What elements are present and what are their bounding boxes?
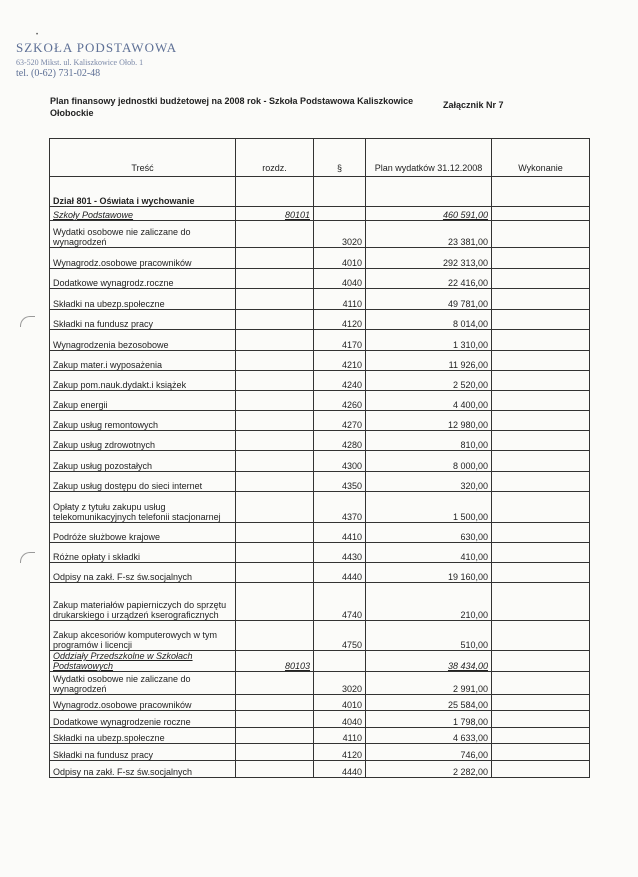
cell-plan: 510,00	[366, 621, 492, 651]
cell-plan: 320,00	[366, 472, 492, 492]
cell-rozdz	[236, 621, 314, 651]
cell-paragraph: 4240	[314, 371, 366, 391]
cell-tresc: Zakup usług dostępu do sieci internet	[50, 472, 236, 492]
cell-plan: 25 584,00	[366, 695, 492, 711]
cell-rozdz	[236, 248, 314, 269]
cell-paragraph: 4120	[314, 310, 366, 330]
cell-tresc: Oddziały Przedszkolne w Szkołach Podstawowych	[50, 651, 236, 672]
cell-paragraph: 3020	[314, 672, 366, 695]
section-row	[50, 177, 590, 207]
section-title: Dział 801 - Oświata i wychowanie	[50, 177, 236, 207]
cell-plan: 4 400,00	[366, 391, 492, 411]
cell-plan: 1 500,00	[366, 492, 492, 523]
cell-tresc: Zakup usług pozostałych	[50, 451, 236, 472]
cell-paragraph: 4300	[314, 451, 366, 472]
budget-table	[49, 138, 590, 778]
table-row	[50, 492, 590, 523]
cell-rozdz	[236, 563, 314, 583]
header-plan: Plan wydatków 31.12.2008	[366, 139, 492, 177]
cell-tresc: Zakup energii	[50, 391, 236, 411]
table-row	[50, 411, 590, 431]
table-row	[50, 269, 590, 289]
table-row	[50, 371, 590, 391]
cell-tresc: Składki na ubezp.społeczne	[50, 728, 236, 744]
cell-wykonanie	[492, 207, 590, 221]
cell-plan: 8 014,00	[366, 310, 492, 330]
cell-plan: 12 980,00	[366, 411, 492, 431]
cell-tresc: Zakup materiałów papierniczych do sprzętu drukarskiego i urządzeń kserograficznych	[50, 583, 236, 621]
cell-wykonanie	[492, 431, 590, 451]
cell-wykonanie	[492, 621, 590, 651]
cell-plan: 1 310,00	[366, 330, 492, 351]
cell-wykonanie	[492, 472, 590, 492]
cell-rozdz	[236, 310, 314, 330]
cell-plan: 410,00	[366, 543, 492, 563]
cell-tresc: Zakup pom.nauk.dydakt.i książek	[50, 371, 236, 391]
cell-wykonanie	[492, 411, 590, 431]
punch-hole-mark	[20, 316, 35, 327]
table-row	[50, 672, 590, 695]
table-row	[50, 543, 590, 563]
header-wykonanie: Wykonanie	[492, 139, 590, 177]
header-paragraph: §	[314, 139, 366, 177]
cell-rozdz	[236, 728, 314, 744]
cell-plan: 460 591,00	[366, 207, 492, 221]
cell-plan: 8 000,00	[366, 451, 492, 472]
cell-paragraph: 4750	[314, 621, 366, 651]
cell-wykonanie	[492, 583, 590, 621]
table-row	[50, 289, 590, 310]
cell-paragraph: 4410	[314, 523, 366, 543]
cell-plan: 630,00	[366, 523, 492, 543]
cell-wykonanie	[492, 651, 590, 672]
cell-rozdz: 80101	[236, 207, 314, 221]
cell-tresc: Wynagrodzenia bezosobowe	[50, 330, 236, 351]
cell-paragraph: 4440	[314, 761, 366, 778]
cell-wykonanie	[492, 492, 590, 523]
cell-wykonanie	[492, 543, 590, 563]
cell-paragraph: 4210	[314, 351, 366, 371]
cell-paragraph: 4430	[314, 543, 366, 563]
table-row	[50, 523, 590, 543]
cell-plan: 210,00	[366, 583, 492, 621]
cell-tresc: Zakup usług zdrowotnych	[50, 431, 236, 451]
cell-wykonanie	[492, 695, 590, 711]
cell-wykonanie	[492, 371, 590, 391]
cell-plan: 2 282,00	[366, 761, 492, 778]
cell-rozdz	[236, 351, 314, 371]
cell-plan: 49 781,00	[366, 289, 492, 310]
cell-plan: 11 926,00	[366, 351, 492, 371]
cell-wykonanie	[492, 523, 590, 543]
cell-rozdz	[236, 761, 314, 778]
document-title: Plan finansowy jednostki budżetowej na 2008 rok - Szkoła Podstawowa Kaliszkowice Ołobockie	[50, 96, 414, 118]
cell-paragraph: 4280	[314, 431, 366, 451]
table-row	[50, 310, 590, 330]
cell-rozdz	[236, 492, 314, 523]
table-row	[50, 744, 590, 761]
header-rozdz: rozdz.	[236, 139, 314, 177]
cell-rozdz	[236, 289, 314, 310]
table-header-row	[50, 139, 590, 177]
cell-wykonanie	[492, 221, 590, 248]
cell-rozdz	[236, 269, 314, 289]
cell-wykonanie	[492, 330, 590, 351]
table-row	[50, 451, 590, 472]
cell-plan: 19 160,00	[366, 563, 492, 583]
punch-hole-mark	[20, 552, 35, 563]
cell-plan: 38 434,00	[366, 651, 492, 672]
table-row	[50, 472, 590, 492]
stamp-phone: tel. (0-62) 731-02-48	[16, 68, 101, 79]
cell-rozdz	[236, 472, 314, 492]
cell-rozdz	[236, 391, 314, 411]
cell-paragraph: 3020	[314, 221, 366, 248]
cell-tresc: Wynagrodz.osobowe pracowników	[50, 695, 236, 711]
cell-wykonanie	[492, 761, 590, 778]
cell-paragraph: 4440	[314, 563, 366, 583]
cell-paragraph: 4120	[314, 744, 366, 761]
cell-tresc: Wydatki osobowe nie zaliczane do wynagrodzeń	[50, 221, 236, 248]
cell-rozdz	[236, 744, 314, 761]
cell-paragraph: 4010	[314, 695, 366, 711]
table-row	[50, 761, 590, 778]
cell-wykonanie	[492, 672, 590, 695]
table-row	[50, 351, 590, 371]
cell-tresc: Składki na fundusz pracy	[50, 310, 236, 330]
cell-rozdz	[236, 583, 314, 621]
cell-paragraph: 4110	[314, 728, 366, 744]
cell-rozdz	[236, 672, 314, 695]
scan-dot: •	[36, 32, 39, 38]
cell-wykonanie	[492, 728, 590, 744]
cell-plan: 2 520,00	[366, 371, 492, 391]
cell-plan: 23 381,00	[366, 221, 492, 248]
cell-paragraph	[314, 651, 366, 672]
cell-rozdz	[236, 695, 314, 711]
cell-plan: 2 991,00	[366, 672, 492, 695]
cell-wykonanie	[492, 744, 590, 761]
cell-rozdz	[236, 221, 314, 248]
cell-plan: 292 313,00	[366, 248, 492, 269]
cell-rozdz	[236, 371, 314, 391]
cell-paragraph: 4170	[314, 330, 366, 351]
header-tresc: Treść	[50, 139, 236, 177]
cell-paragraph	[314, 207, 366, 221]
school-stamp	[16, 40, 177, 79]
cell-rozdz	[236, 451, 314, 472]
cell-plan: 4 633,00	[366, 728, 492, 744]
table-row	[50, 711, 590, 728]
cell-wykonanie	[492, 269, 590, 289]
table-row	[50, 391, 590, 411]
cell-paragraph: 4010	[314, 248, 366, 269]
table-row	[50, 248, 590, 269]
table-row	[50, 431, 590, 451]
cell-paragraph: 4270	[314, 411, 366, 431]
cell-wykonanie	[492, 563, 590, 583]
table-row	[50, 728, 590, 744]
stamp-name: SZKOŁA PODSTAWOWA	[16, 40, 178, 55]
cell-tresc: Odpisy na zakł. F-sz św.socjalnych	[50, 761, 236, 778]
cell-paragraph: 4110	[314, 289, 366, 310]
cell-rozdz: 80103	[236, 651, 314, 672]
cell-wykonanie	[492, 248, 590, 269]
cell-tresc: Zakup usług remontowych	[50, 411, 236, 431]
cell-rozdz	[236, 411, 314, 431]
cell-tresc: Podróże służbowe krajowe	[50, 523, 236, 543]
table-row	[50, 330, 590, 351]
cell-tresc: Wynagrodz.osobowe pracowników	[50, 248, 236, 269]
cell-tresc: Opłaty z tytułu zakupu usług telekomunikacyjnych telefonii stacjonarnej	[50, 492, 236, 523]
cell-wykonanie	[492, 711, 590, 728]
cell-rozdz	[236, 711, 314, 728]
cell-tresc: Odpisy na zakł. F-sz św.socjalnych	[50, 563, 236, 583]
cell-tresc: Składki na ubezp.społeczne	[50, 289, 236, 310]
cell-paragraph: 4260	[314, 391, 366, 411]
cell-plan: 746,00	[366, 744, 492, 761]
cell-tresc: Szkoły Podstawowe	[50, 207, 236, 221]
cell-wykonanie	[492, 351, 590, 371]
cell-wykonanie	[492, 391, 590, 411]
cell-wykonanie	[492, 451, 590, 472]
cell-paragraph: 4040	[314, 711, 366, 728]
cell-paragraph: 4740	[314, 583, 366, 621]
annex-label: Załącznik Nr 7	[443, 100, 504, 110]
cell-tresc: Składki na fundusz pracy	[50, 744, 236, 761]
cell-paragraph: 4040	[314, 269, 366, 289]
cell-wykonanie	[492, 289, 590, 310]
cell-tresc: Dodatkowe wynagrodz.roczne	[50, 269, 236, 289]
cell-tresc: Wydatki osobowe nie zaliczane do wynagrodzeń	[50, 672, 236, 695]
cell-tresc: Zakup mater.i wyposażenia	[50, 351, 236, 371]
cell-rozdz	[236, 523, 314, 543]
table-row	[50, 651, 590, 672]
cell-paragraph: 4350	[314, 472, 366, 492]
cell-paragraph: 4370	[314, 492, 366, 523]
table-row	[50, 621, 590, 651]
table-row	[50, 221, 590, 248]
cell-rozdz	[236, 431, 314, 451]
cell-plan: 22 416,00	[366, 269, 492, 289]
cell-tresc: Zakup akcesoriów komputerowych w tym programów i licencji	[50, 621, 236, 651]
cell-tresc: Dodatkowe wynagrodzenie roczne	[50, 711, 236, 728]
table-row	[50, 207, 590, 221]
cell-tresc: Różne opłaty i składki	[50, 543, 236, 563]
table-row	[50, 695, 590, 711]
stamp-address: 63-520 Mikst. ul. Kaliszkowice Ołob. 1	[16, 58, 144, 67]
cell-wykonanie	[492, 310, 590, 330]
table-row	[50, 563, 590, 583]
cell-rozdz	[236, 330, 314, 351]
cell-rozdz	[236, 543, 314, 563]
table-row	[50, 583, 590, 621]
cell-plan: 1 798,00	[366, 711, 492, 728]
cell-plan: 810,00	[366, 431, 492, 451]
